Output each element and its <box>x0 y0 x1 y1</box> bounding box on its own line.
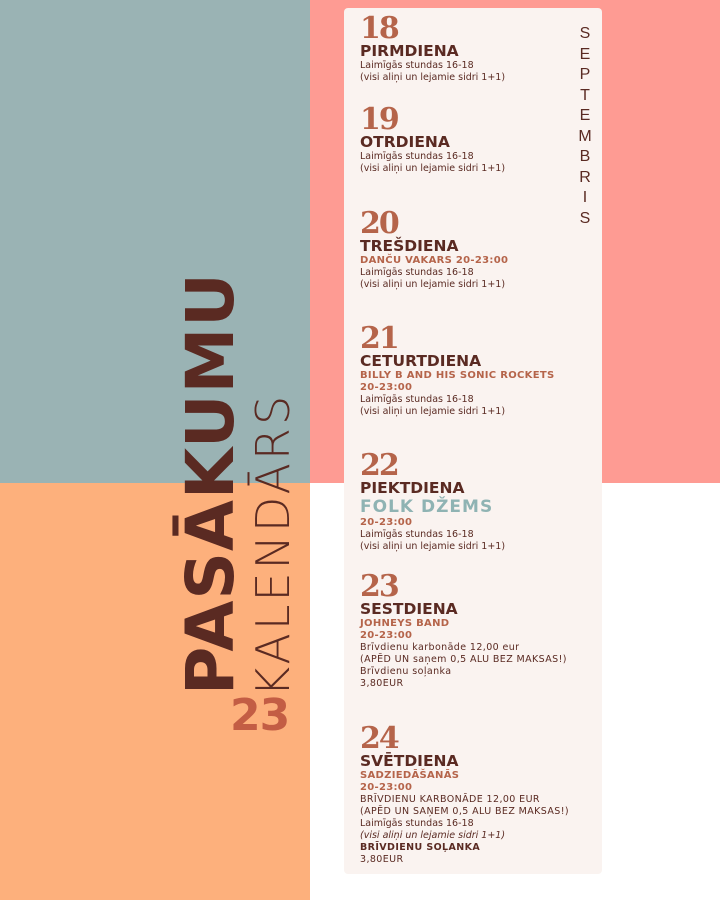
day-name: SESTDIENA <box>360 600 458 618</box>
menu-item-text: Brīvdienu karbonāde 12,00 eur <box>360 642 520 653</box>
day-name: OTRDIENA <box>360 133 450 151</box>
event-title: FOLK DŽEMS <box>360 497 494 517</box>
menu-item-text: Brīvdienu soļanka <box>360 666 452 677</box>
menu-item-price: 3,80EUR <box>360 678 404 689</box>
day-number: 20 <box>360 206 398 241</box>
happy-hours-note: (visi aliņi un lejamie sidri 1+1) <box>360 406 506 417</box>
happy-hours-text: Laimīgās stundas 16-18 <box>360 151 474 162</box>
month-letter: E <box>579 107 591 124</box>
day-number: 23 <box>360 569 398 604</box>
day-name: TREŠDIENA <box>360 237 459 255</box>
happy-hours-note: (visi aliņi un lejamie sidri 1+1) <box>360 72 506 83</box>
menu-item-text: BRĪVDIENU SOĻANKA <box>360 842 481 853</box>
day-name: PIRMDIENA <box>360 42 459 60</box>
day-number: 18 <box>360 11 398 46</box>
month-letter: E <box>579 45 591 63</box>
day-name: SVĒTDIENA <box>360 752 459 770</box>
menu-item-price: 3,80EUR <box>360 854 404 865</box>
month-label <box>576 24 594 229</box>
day-entry-24 <box>360 721 570 866</box>
event-title: DANČU VAKARS 20-23:00 <box>360 255 509 266</box>
day-number: 22 <box>360 448 398 483</box>
happy-hours-text: Laimīgās stundas 16-18 <box>360 818 474 829</box>
happy-hours-note: (visi aliņi un lejamie sidri 1+1) <box>360 279 506 290</box>
happy-hours-text: Laimīgās stundas 16-18 <box>360 267 474 278</box>
month-letter: B <box>579 148 591 165</box>
happy-hours-note: (visi aliņi un lejamie sidri 1+1) <box>360 830 506 841</box>
month-letter: P <box>579 66 591 83</box>
happy-hours-note: (visi aliņi un lejamie sidri 1+1) <box>360 163 506 174</box>
day-name: PIEKTDIENA <box>360 479 465 497</box>
event-title: SADZIEDĀŠANĀS <box>360 770 460 781</box>
poster-year: 23 <box>230 690 290 741</box>
menu-item-note: (APĒD UN SAŅEM 0,5 ALU BEZ MAKSAS!) <box>360 806 570 817</box>
event-time: 20-23:00 <box>360 630 413 641</box>
day-name: CETURTDIENA <box>360 352 482 370</box>
happy-hours-note: (visi aliņi un lejamie sidri 1+1) <box>360 541 506 552</box>
month-letter: M <box>578 127 592 145</box>
menu-item-note: (APĒD UN saņem 0,5 ALU BEZ MAKSAS!) <box>360 654 567 665</box>
poster-title: PASĀKUMU <box>172 272 249 695</box>
menu-item-text: BRĪVDIENU KARBONĀDE 12,00 EUR <box>360 794 540 805</box>
poster-subtitle: KALENDĀRS <box>246 392 300 697</box>
event-title: JOHNEYS BAND <box>360 618 450 629</box>
day-entry-20 <box>360 206 509 291</box>
month-letter: T <box>580 86 590 104</box>
day-number: 24 <box>360 721 398 756</box>
event-time: 20-23:00 <box>360 517 413 528</box>
month-letter: S <box>579 25 591 42</box>
event-time: 20-23:00 <box>360 382 413 393</box>
day-entry-23 <box>360 569 567 690</box>
event-time: 20-23:00 <box>360 782 413 793</box>
month-letter: R <box>579 168 591 186</box>
day-entry-18 <box>360 11 506 84</box>
day-entry-22 <box>360 448 506 553</box>
happy-hours-text: Laimīgās stundas 16-18 <box>360 529 474 540</box>
day-number: 21 <box>360 321 398 356</box>
event-title: BILLY B AND HIS SONIC ROCKETS <box>360 370 555 381</box>
month-letter: S <box>579 209 591 227</box>
happy-hours-text: Laimīgās stundas 16-18 <box>360 60 474 71</box>
day-entry-21 <box>360 321 555 418</box>
day-number: 19 <box>360 102 398 137</box>
month-letter: I <box>582 189 588 206</box>
happy-hours-text: Laimīgās stundas 16-18 <box>360 394 474 405</box>
day-entry-19 <box>360 102 506 175</box>
